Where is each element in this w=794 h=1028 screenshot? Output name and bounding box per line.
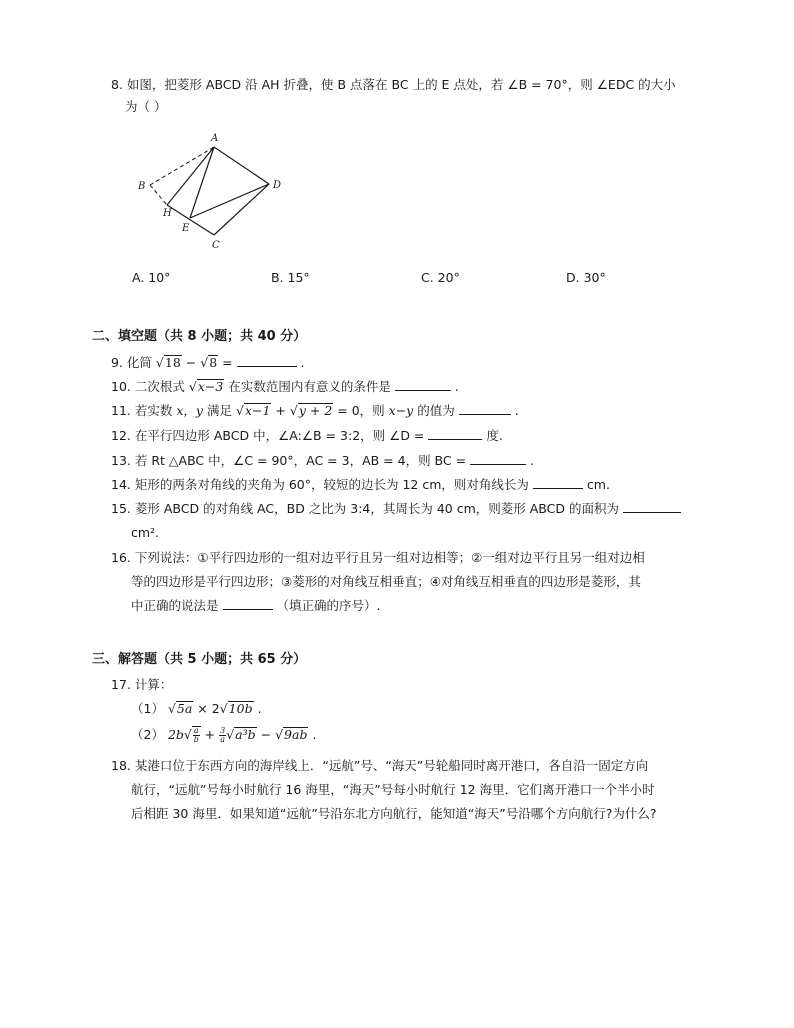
q17-part2-coef: 2b [167, 727, 184, 742]
q14-end: cm. [586, 477, 610, 492]
q12-number: 12. [111, 428, 131, 443]
q11-expr: x−y [388, 403, 414, 418]
q17-part2: （2） 2b√ $\frac{a}{b}$ + $\frac{3}{a}$ √a³b − √9ab . [131, 726, 317, 744]
q18-number: 18. [111, 758, 131, 773]
segment-HC [167, 205, 214, 235]
q17-part2-fraction [193, 727, 200, 744]
q16-text-1: 下列说法：①平行四边形的一组对边平行且另一组对边相等；②一组对边平行且另一组对边相 [134, 550, 645, 565]
q10: 10. 二次根式 √x−3 在实数范围内有意义的条件是 . [111, 379, 459, 394]
q11-radicand-2: y + 2 [298, 403, 333, 418]
frac2-denominator: a [220, 735, 226, 744]
q12-end: 度. [486, 428, 503, 443]
fold-line-BA [150, 147, 214, 185]
label-A: A [211, 133, 219, 144]
frac2-numerator: 3 [220, 726, 226, 735]
q17-part2-end: . [312, 727, 317, 742]
q17-title: 计算： [134, 677, 173, 692]
q9-minus: − [185, 355, 197, 370]
q11-eq: = 0，则 [337, 403, 385, 418]
q11-radicand-1: x−1 [244, 403, 271, 418]
q11-number: 11. [111, 403, 131, 418]
q11-text-a: 若实数 [134, 403, 173, 418]
segment-ED [190, 184, 269, 218]
q17-part2-label: （2） [131, 727, 164, 742]
label-D: D [273, 180, 282, 191]
q9: 9. 化简 √18 − √8 = . [111, 355, 305, 370]
segment-AH [167, 147, 214, 205]
q17-part2-plus: + [204, 727, 220, 742]
q8-option-c[interactable]: C. 20° [421, 270, 460, 285]
q11-vars: x，y [176, 403, 203, 418]
q17-part1-radicand-1: 5a [176, 701, 193, 716]
label-C: C [212, 240, 220, 251]
segment-AD [214, 147, 269, 184]
q13-answer-blank[interactable] [470, 452, 526, 465]
q15 [111, 500, 681, 518]
q8-line1 [111, 76, 676, 94]
q8-stem: 如图，把菱形 ABCD 沿 AH 折叠，使 B 点落在 BC 上的 E 点处，若 ∠B = 70°，则 ∠EDC 的大小 [126, 77, 676, 92]
q11-end: . [514, 403, 519, 418]
section3-title: 三、解答题（共 5 小题；共 65 分） [92, 652, 307, 667]
q11-plus: + [275, 403, 290, 418]
q9-answer-blank[interactable] [237, 354, 297, 367]
frac-denominator: b [193, 735, 199, 744]
q15-number: 15. [111, 501, 131, 516]
q11-answer-blank[interactable] [459, 402, 511, 415]
q8-stem-line2: 为（ ） [125, 99, 167, 114]
segment-DC [214, 184, 269, 235]
fold-line-BH [150, 185, 167, 205]
q8-option-a[interactable]: A. 10° [132, 270, 171, 285]
q11-text-c: 的值为 [417, 403, 455, 418]
q16-text-3a: 中正确的说法是 [131, 598, 219, 613]
q17-part1-radicand-2: 10b [228, 701, 253, 716]
q11: 11. 若实数 x，y 满足 √x−1 + √y + 2 = 0，则 x−y 的值为 . [111, 403, 519, 418]
q14-answer-blank[interactable] [533, 476, 583, 489]
q14-text: 矩形的两条对角线的夹角为 60°，较短的边长为 12 cm，则对角线长为 [134, 477, 529, 492]
q9-number: 9. [111, 355, 123, 370]
q17-part1: （1） √5a × 2√10b . [131, 701, 262, 716]
q18-text-1: 某港口位于东西方向的海岸线上．“远航”号、“海天”号轮船同时离开港口，各自沿一固定方向 [134, 758, 649, 773]
q18-line1 [111, 757, 648, 775]
q15-answer-blank[interactable] [623, 500, 681, 513]
q9-text-a: 化简 [126, 355, 152, 370]
q10-number: 10. [111, 379, 131, 394]
q17-number: 17. [111, 677, 131, 692]
q17-part1-end: . [257, 701, 262, 716]
q9-end: . [300, 355, 305, 370]
q16-line2: 等的四边形是平行四边形；③菱形的对角线互相垂直；④对角线互相垂直的四边形是菱形，其 [131, 574, 641, 589]
q10-radicand: x−3 [197, 379, 224, 394]
q16-line1 [111, 549, 645, 567]
q15-unit: cm². [131, 525, 160, 540]
q13-text: 若 Rt △ABC 中，∠C = 90°，AC = 3，AB = 4，则 BC = [134, 453, 467, 468]
q15-text: 菱形 ABCD 的对角线 AC，BD 之比为 3:4，其周长为 40 cm，则菱形 ABCD 的面积为 [134, 501, 619, 516]
q8-number: 8. [111, 77, 123, 92]
label-B: B [138, 181, 146, 192]
q8-option-d[interactable]: D. 30° [566, 270, 606, 285]
q11-text-b: 满足 [206, 403, 232, 418]
q12 [111, 427, 503, 445]
q8-figure [130, 128, 290, 253]
q13-number: 13. [111, 453, 131, 468]
q14 [111, 476, 610, 494]
q9-equals: = [222, 355, 237, 370]
section2-title: 二、填空题（共 8 小题；共 40 分） [92, 329, 307, 344]
q9-radicand-2: 8 [209, 355, 218, 370]
q12-answer-blank[interactable] [428, 427, 482, 440]
q16-number: 16. [111, 550, 131, 565]
segment-AE [190, 147, 214, 218]
q17-part2-minus: − [260, 727, 272, 742]
q17-part2-radicand-3: 9ab [284, 727, 308, 742]
q10-end: . [454, 379, 459, 394]
label-E: E [182, 223, 190, 234]
q8-option-b[interactable]: B. 15° [271, 270, 310, 285]
q17-part1-times: × 2 [197, 701, 220, 716]
q16-text-3b: （填正确的序号）. [276, 598, 381, 613]
q10-answer-blank[interactable] [395, 378, 451, 391]
q13-end: . [530, 453, 535, 468]
q18-line2: 航行，“远航”号每小时航行 16 海里，“海天”号每小时航行 12 海里．它们离开港口一个半小时 [131, 782, 655, 797]
q16-line3 [131, 597, 380, 615]
q17-title-line [111, 676, 172, 694]
q10-text-b: 在实数范围内有意义的条件是 [228, 379, 391, 394]
q12-text: 在平行四边形 ABCD 中，∠A:∠B = 3:2，则 ∠D = [134, 428, 425, 443]
q13 [111, 452, 534, 470]
q16-answer-blank[interactable] [223, 597, 273, 610]
q17-part1-label: （1） [131, 701, 164, 716]
label-H: H [163, 208, 172, 219]
q17-part2-radicand-2: a³b [235, 727, 256, 742]
q9-radicand-1: 18 [164, 355, 181, 370]
q10-text-a: 二次根式 [134, 379, 185, 394]
frac-numerator: a [193, 726, 199, 735]
q14-number: 14. [111, 477, 131, 492]
q18-line3: 后相距 30 海里．如果知道“远航”号沿东北方向航行，能知道“海天”号沿哪个方向航行?为什么? [131, 806, 657, 821]
